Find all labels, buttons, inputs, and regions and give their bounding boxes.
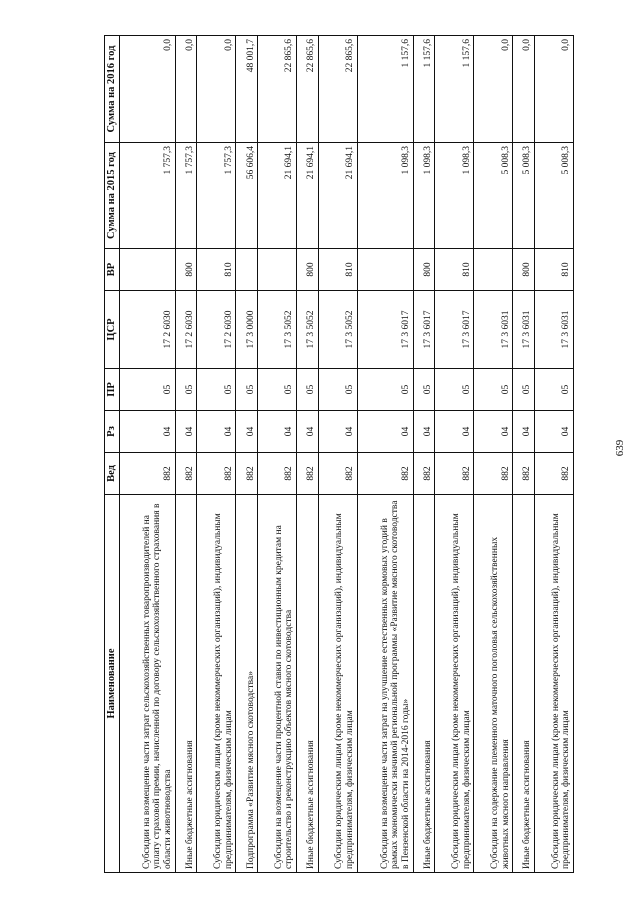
row-csr: 17 3 6017 bbox=[435, 291, 474, 369]
row-vr bbox=[119, 249, 175, 291]
header-pr: ПР bbox=[105, 369, 120, 411]
header-sum-2015: Сумма на 2015 год bbox=[105, 143, 120, 249]
table-row bbox=[297, 36, 319, 873]
row-sum-2016: 0,0 bbox=[197, 36, 236, 143]
row-sum-2015: 1 098,3 bbox=[357, 143, 413, 249]
row-rz: 04 bbox=[534, 411, 573, 453]
row-name: Иные бюджетные ассигнования bbox=[413, 495, 435, 873]
row-ved: 882 bbox=[513, 453, 535, 495]
row-sum-2016: 0,0 bbox=[513, 36, 535, 143]
row-rz: 04 bbox=[318, 411, 357, 453]
row-pr: 05 bbox=[357, 369, 413, 411]
row-sum-2015: 1 098,3 bbox=[435, 143, 474, 249]
row-sum-2016: 1 157,6 bbox=[357, 36, 413, 143]
table-row bbox=[413, 36, 435, 873]
row-rz: 04 bbox=[513, 411, 535, 453]
row-pr: 05 bbox=[119, 369, 175, 411]
table-row bbox=[197, 36, 236, 873]
table-header-row bbox=[105, 36, 120, 873]
row-rz: 04 bbox=[297, 411, 319, 453]
row-vr: 810 bbox=[435, 249, 474, 291]
row-pr: 05 bbox=[435, 369, 474, 411]
row-sum-2015: 21 694,1 bbox=[318, 143, 357, 249]
row-sum-2016: 22 865,6 bbox=[258, 36, 297, 143]
row-csr: 17 3 5052 bbox=[258, 291, 297, 369]
row-sum-2016: 22 865,6 bbox=[297, 36, 319, 143]
row-name: Субсидии на содержание племенного маточного поголовья сельскохозяйственных животных мясного направления bbox=[474, 495, 513, 873]
row-csr: 17 2 6030 bbox=[197, 291, 236, 369]
row-csr: 17 2 6030 bbox=[175, 291, 197, 369]
row-pr: 05 bbox=[534, 369, 573, 411]
header-sum-2016: Сумма на 2016 год bbox=[105, 36, 120, 143]
row-rz: 04 bbox=[474, 411, 513, 453]
row-csr: 17 3 6031 bbox=[513, 291, 535, 369]
row-rz: 04 bbox=[258, 411, 297, 453]
row-csr: 17 3 5052 bbox=[318, 291, 357, 369]
row-sum-2016: 0,0 bbox=[119, 36, 175, 143]
row-pr: 05 bbox=[236, 369, 258, 411]
row-ved: 882 bbox=[175, 453, 197, 495]
row-name: Субсидии юридическим лицам (кроме некоммерческих организаций), индивидуальным предпринимателям, физическим лицам bbox=[318, 495, 357, 873]
row-vr: 810 bbox=[197, 249, 236, 291]
row-sum-2015: 1 757,3 bbox=[175, 143, 197, 249]
row-vr bbox=[357, 249, 413, 291]
row-csr: 17 3 0000 bbox=[236, 291, 258, 369]
table-row bbox=[474, 36, 513, 873]
row-pr: 05 bbox=[513, 369, 535, 411]
row-pr: 05 bbox=[258, 369, 297, 411]
row-rz: 04 bbox=[357, 411, 413, 453]
row-ved: 882 bbox=[474, 453, 513, 495]
row-sum-2015: 56 606,4 bbox=[236, 143, 258, 249]
row-name: Иные бюджетные ассигнования bbox=[513, 495, 535, 873]
header-ved: Вед bbox=[105, 453, 120, 495]
row-csr: 17 3 6031 bbox=[534, 291, 573, 369]
row-sum-2016: 48 001,7 bbox=[236, 36, 258, 143]
table-row bbox=[236, 36, 258, 873]
row-pr: 05 bbox=[474, 369, 513, 411]
row-ved: 882 bbox=[258, 453, 297, 495]
row-csr: 17 3 6031 bbox=[474, 291, 513, 369]
row-sum-2016: 22 865,6 bbox=[318, 36, 357, 143]
row-rz: 04 bbox=[413, 411, 435, 453]
row-sum-2015: 5 008,3 bbox=[534, 143, 573, 249]
budget-table bbox=[104, 35, 574, 873]
row-rz: 04 bbox=[119, 411, 175, 453]
row-pr: 05 bbox=[175, 369, 197, 411]
row-sum-2016: 0,0 bbox=[175, 36, 197, 143]
page-number: 639 bbox=[614, 439, 626, 457]
row-sum-2015: 21 694,1 bbox=[258, 143, 297, 249]
row-vr: 800 bbox=[413, 249, 435, 291]
header-vr: ВР bbox=[105, 249, 120, 291]
row-sum-2015: 5 008,3 bbox=[513, 143, 535, 249]
row-pr: 05 bbox=[197, 369, 236, 411]
row-vr bbox=[474, 249, 513, 291]
table-row bbox=[318, 36, 357, 873]
row-name: Иные бюджетные ассигнования bbox=[175, 495, 197, 873]
row-rz: 04 bbox=[435, 411, 474, 453]
row-csr: 17 3 5052 bbox=[297, 291, 319, 369]
row-name: Иные бюджетные ассигнования bbox=[297, 495, 319, 873]
row-sum-2015: 1 757,3 bbox=[119, 143, 175, 249]
table-row bbox=[513, 36, 535, 873]
header-csr: ЦСР bbox=[105, 291, 120, 369]
row-vr: 810 bbox=[534, 249, 573, 291]
table-row bbox=[258, 36, 297, 873]
table-row bbox=[119, 36, 175, 873]
row-vr: 800 bbox=[175, 249, 197, 291]
row-ved: 882 bbox=[236, 453, 258, 495]
table-row bbox=[435, 36, 474, 873]
row-pr: 05 bbox=[318, 369, 357, 411]
row-name: Субсидии на возмещение части затрат сельскохозяйственных товаропроизводителей на уплату страховой премии, начисленной по договору сельскохозяйственного страхования в области животноводства bbox=[119, 495, 175, 873]
row-name: Подпрограмма «Развитие мясного скотоводства» bbox=[236, 495, 258, 873]
row-sum-2015: 21 694,1 bbox=[297, 143, 319, 249]
row-ved: 882 bbox=[413, 453, 435, 495]
table-row bbox=[534, 36, 573, 873]
row-ved: 882 bbox=[318, 453, 357, 495]
row-ved: 882 bbox=[357, 453, 413, 495]
row-ved: 882 bbox=[435, 453, 474, 495]
row-vr: 800 bbox=[297, 249, 319, 291]
row-ved: 882 bbox=[197, 453, 236, 495]
row-vr bbox=[236, 249, 258, 291]
table-row bbox=[175, 36, 197, 873]
row-sum-2016: 1 157,6 bbox=[435, 36, 474, 143]
row-name: Субсидии юридическим лицам (кроме некоммерческих организаций), индивидуальным предпринимателям, физическим лицам bbox=[534, 495, 573, 873]
table-row bbox=[357, 36, 413, 873]
row-sum-2016: 0,0 bbox=[534, 36, 573, 143]
row-name: Субсидии на возмещение части процентной ставки по инвестиционным кредитам на строительство и реконструкцию объектов мясного скотоводства bbox=[258, 495, 297, 873]
row-ved: 882 bbox=[297, 453, 319, 495]
row-pr: 05 bbox=[297, 369, 319, 411]
row-ved: 882 bbox=[534, 453, 573, 495]
row-sum-2016: 1 157,6 bbox=[413, 36, 435, 143]
row-rz: 04 bbox=[236, 411, 258, 453]
header-name: Наименование bbox=[105, 495, 120, 873]
row-vr bbox=[258, 249, 297, 291]
row-vr: 800 bbox=[513, 249, 535, 291]
row-sum-2015: 1 757,3 bbox=[197, 143, 236, 249]
row-rz: 04 bbox=[197, 411, 236, 453]
row-pr: 05 bbox=[413, 369, 435, 411]
row-csr: 17 3 6017 bbox=[357, 291, 413, 369]
row-sum-2015: 5 008,3 bbox=[474, 143, 513, 249]
row-name: Субсидии юридическим лицам (кроме некоммерческих организаций), индивидуальным предпринимателям, физическим лицам bbox=[435, 495, 474, 873]
header-rz: Рз bbox=[105, 411, 120, 453]
row-sum-2016: 0,0 bbox=[474, 36, 513, 143]
row-csr: 17 3 6017 bbox=[413, 291, 435, 369]
row-name: Субсидии юридическим лицам (кроме некоммерческих организаций), индивидуальным предпринимателям, физическим лицам bbox=[197, 495, 236, 873]
row-csr: 17 2 6030 bbox=[119, 291, 175, 369]
rotated-page-content bbox=[104, 36, 574, 873]
row-vr: 810 bbox=[318, 249, 357, 291]
row-name: Субсидии на возмещение части затрат на улучшение естественных кормовых угодий в рамках экономически значимой региональной программы «Развитие мясного скотоводства в Пензенской области на 2014-2016 годы» bbox=[357, 495, 413, 873]
row-sum-2015: 1 098,3 bbox=[413, 143, 435, 249]
row-rz: 04 bbox=[175, 411, 197, 453]
row-ved: 882 bbox=[119, 453, 175, 495]
